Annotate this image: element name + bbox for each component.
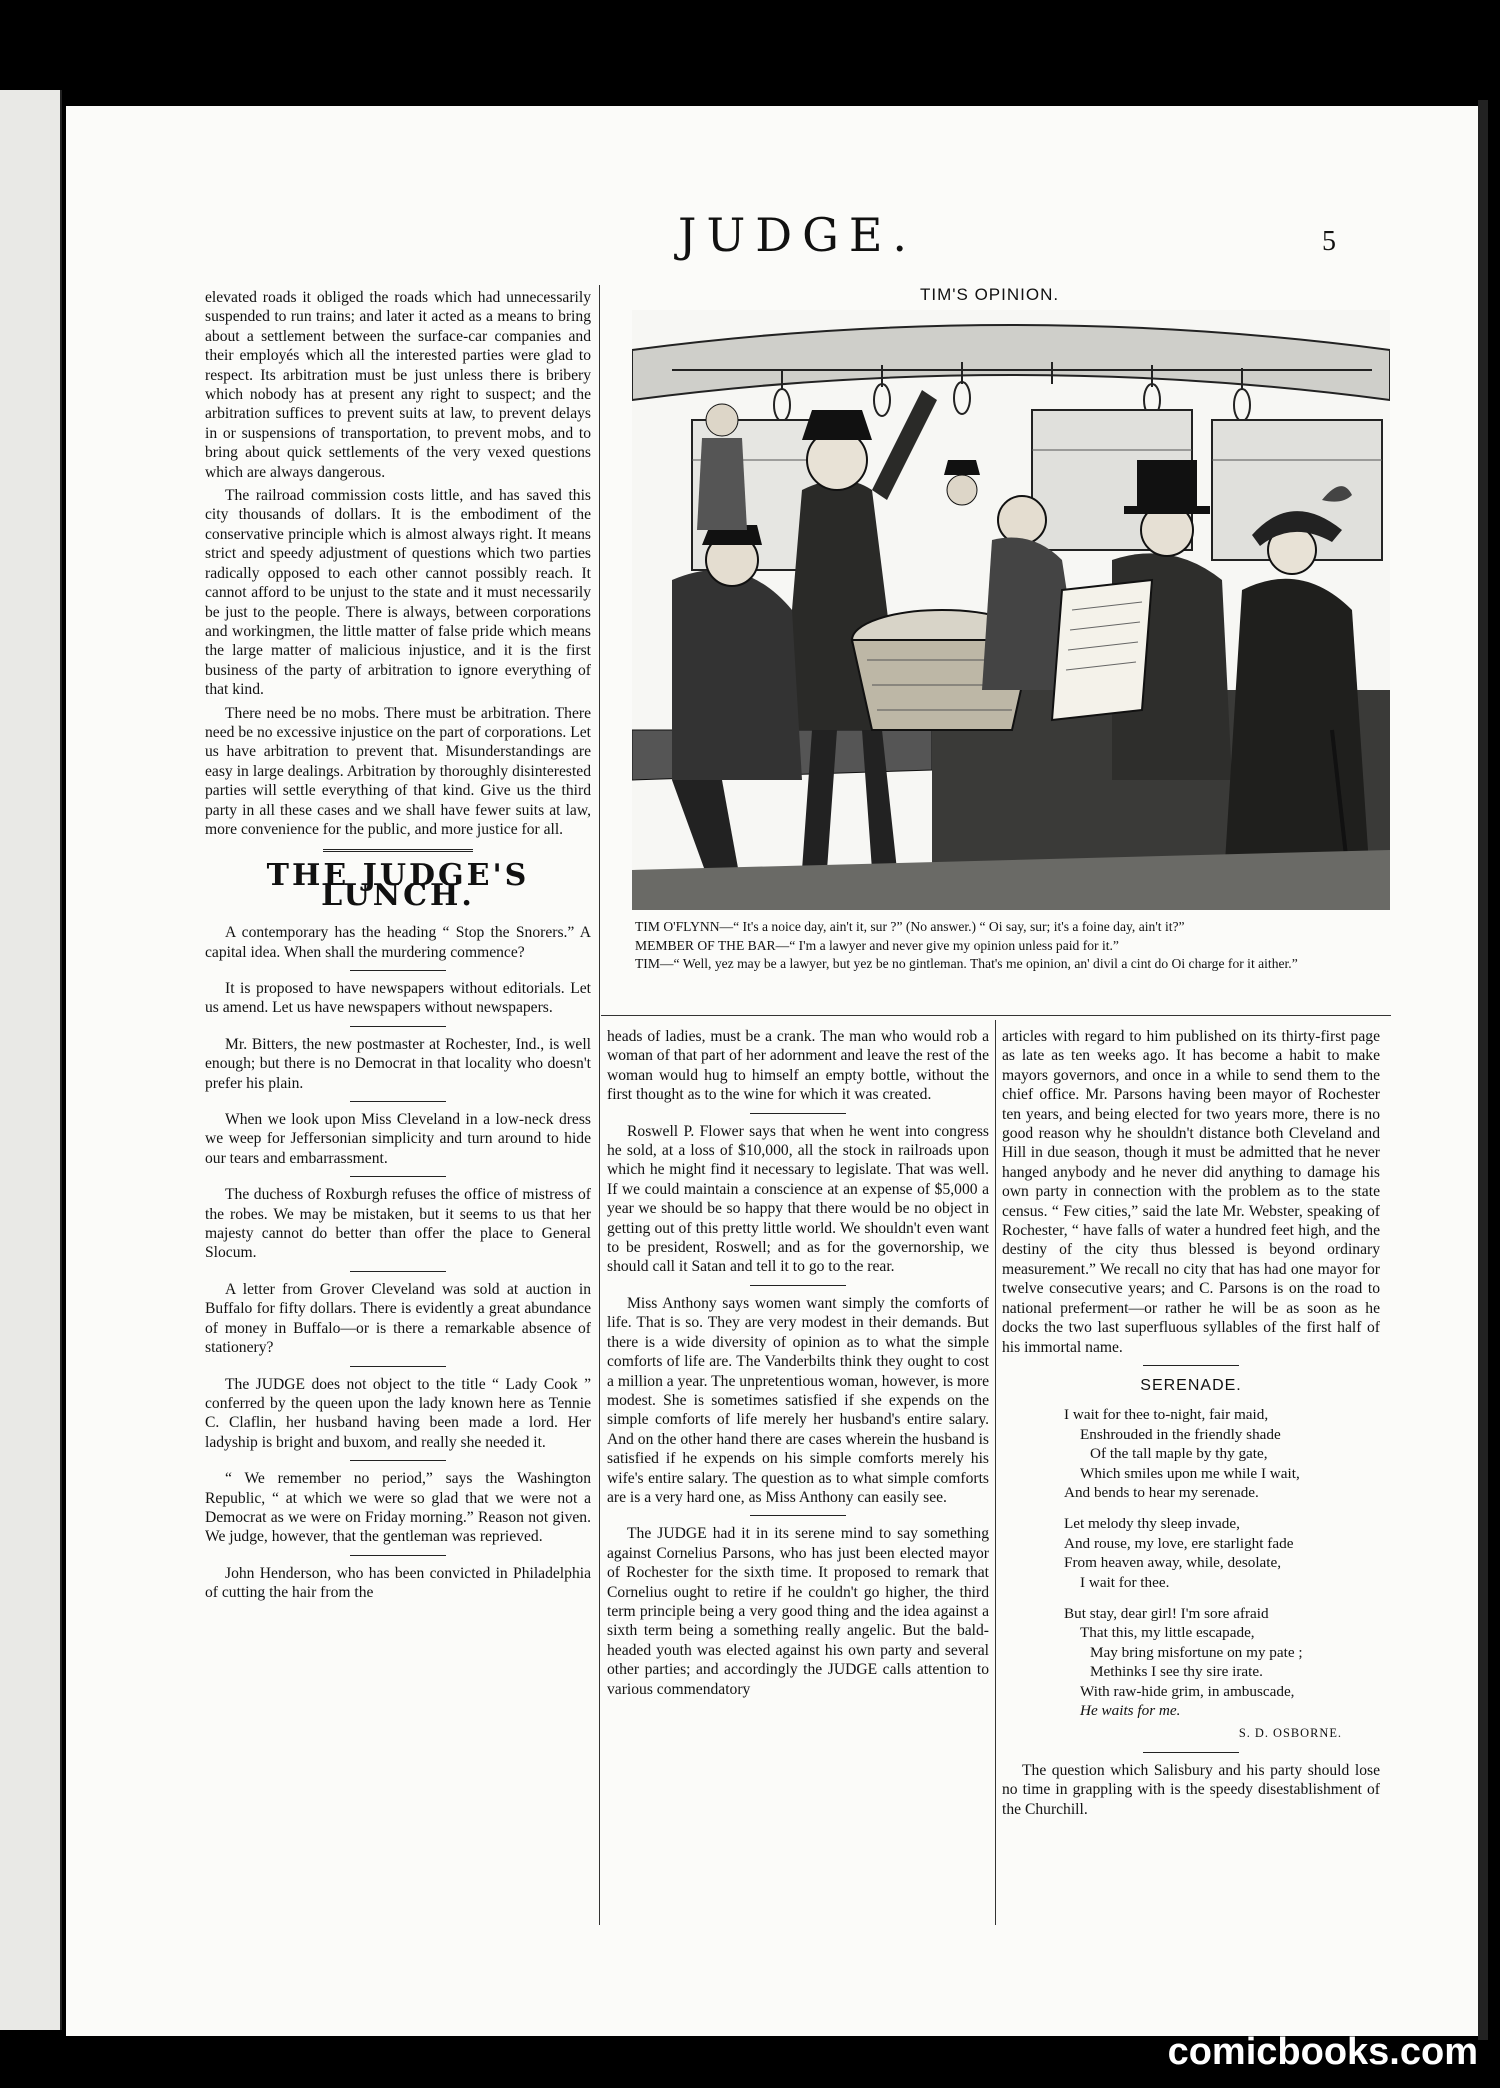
paragraph: The JUDGE had it in its serene mind to say something against Cornelius Parsons, who has just been elected mayor of Rochester for the sixth time. It proposed to remark that Cornelius ought to retire if he couldn't go higher, the third term principle being a very good thing and the idea against a sixth term being a something really angelic. But the bald-headed youth was elected against his own party and several other parties; and accordingly the JUDGE calls attention to various commendatory bbox=[607, 1525, 989, 1698]
poem-line: And rouse, my love, ere starlight fade bbox=[1064, 1534, 1294, 1552]
item-divider bbox=[350, 1271, 446, 1272]
item-divider bbox=[350, 970, 446, 971]
section-divider bbox=[323, 849, 473, 852]
lunch-item: “ We remember no period,” says the Washington Republic, “ at which we were so glad that we were not a Democrat as we were on Friday morning.” Reason not given. We judge, however, that the gentleman was reprieved. bbox=[205, 1470, 591, 1546]
column-rule bbox=[599, 285, 600, 1925]
poem-line: But stay, dear girl! I'm sore afraid bbox=[1064, 1604, 1269, 1622]
lunch-item: Mr. Bitters, the new postmaster at Rochester, Ind., is well enough; but there is no Democrat in that locality who doesn't prefer his plain. bbox=[205, 1035, 591, 1092]
poem-line: I wait for thee. bbox=[1080, 1573, 1170, 1591]
poem-line: Of the tall maple by thy gate, bbox=[1090, 1445, 1268, 1463]
section-heading: THE JUDGE'S LUNCH. bbox=[266, 858, 530, 913]
caption-line: TIM O'FLYNN—“ It's a noice day, ain't it, sur ?” (No answer.) “ Oi say, sur; it's a foine day, ain't it?” bbox=[635, 919, 1185, 934]
item-divider bbox=[350, 1176, 446, 1177]
poem-line: Which smiles upon me while I wait, bbox=[1080, 1464, 1300, 1482]
item-divider bbox=[350, 1366, 446, 1367]
poem-line: From heaven away, while, desolate, bbox=[1064, 1554, 1282, 1572]
lunch-item: It is proposed to have newspapers without editorials. Let us amend. Let us have newspapers without newspapers. bbox=[205, 980, 591, 1017]
item-divider bbox=[1143, 1752, 1239, 1753]
poem-line: And bends to hear my serenade. bbox=[1064, 1483, 1259, 1501]
lunch-item: John Henderson, who has been convicted in Philadelphia of cutting the hair from the bbox=[205, 1564, 591, 1602]
lunch-item: The JUDGE does not object to the title “ Lady Cook ” conferred by the queen upon the lady known here as Tennie C. Claflin, her husband having been made a lord. Her ladyship is bright and buxom, and really she needed it. bbox=[205, 1375, 591, 1451]
poem-line: That this, my little escapade, bbox=[1080, 1624, 1255, 1642]
poem-stanza bbox=[1064, 1514, 1380, 1592]
poem-line: Methinks I see thy sire irate. bbox=[1090, 1663, 1263, 1681]
item-divider bbox=[750, 1515, 846, 1516]
cartoon-title: TIM'S OPINION. bbox=[920, 285, 1060, 304]
item-divider bbox=[350, 1026, 446, 1027]
poem-stanza bbox=[1064, 1604, 1380, 1720]
paragraph: There need be no mobs. There must be arbitration. There need be no excessive injustice on the part of corporations. Let us have arbitration to prevent that. Misunderstandings are easy in large dealings. Arbitration by thoroughly disinterested parties will settle everything of that kind. Give us the third party in all these cases and we shall have fewer suits at law, more convenience for the public, and more justice for all. bbox=[205, 704, 591, 838]
item-divider bbox=[750, 1285, 846, 1286]
item-divider bbox=[350, 1555, 446, 1556]
poem-line: May bring misfortune on my pate ; bbox=[1090, 1643, 1303, 1661]
masthead-title: JUDGE. bbox=[678, 208, 918, 262]
poem-title: SERENADE. bbox=[1140, 1376, 1242, 1394]
poem-line: I wait for thee to-night, fair maid, bbox=[1064, 1406, 1269, 1424]
cartoon-bottom-rule bbox=[601, 1015, 1391, 1018]
poem-line: He waits for me. bbox=[1080, 1702, 1181, 1719]
cartoon-illustration bbox=[632, 310, 1390, 910]
cartoon-caption bbox=[607, 918, 1383, 974]
facing-page-edge bbox=[0, 90, 62, 2030]
lunch-item: When we look upon Miss Cleveland in a low-neck dress we weep for Jeffersonian simplicity and turn around to hide our tears and embarrassment. bbox=[205, 1111, 591, 1167]
paragraph: Miss Anthony says women want simply the comforts of life. That is so. They are very modest in their demands. But there is a wide diversity of opinion as to what the simple comforts of life are. The Vanderbilts think they ought to cost a million a year. The unpretentious woman, however, is more modest. She is sometimes satisfied if she expends on the simple comforts of life merely her husband's entire salary. And on the other hand there are cases wherein the husband is satisfied if he expends on his simple comforts merely his wife's entire salary. The question as to what simple comforts are is a very hard one, as Miss Anthony can easily see. bbox=[607, 1294, 989, 1506]
paragraph: articles with regard to him published on its thirty-first page as late as ten weeks ago. It has become a habit to make mayors governors, and once in a while to send them to the chief office. Mr. Parsons having been mayor of Rochester ten years, and being elected for two years more, there is no good reason why he shouldn't distance both Cleveland and Hill in due season, though it must be admitted that he never hanged anybody and he never did anything to damage his own party in connection with the problem as to the state census. “ Few cities,” said the late Mr. Webster, speaking of Rochester, “ have falls of water a hundred feet high, and the destiny of the city thus blessed is beyond ordinary measurement.” We recall no city that has had one mayor for twelve consecutive years; and C. Parsons is on the road to national preferment—or rather he will be as soon as he docks the two last superfluous syllables of the first half of his immortal name. bbox=[1002, 1028, 1380, 1356]
poem-signature: S. D. OSBORNE. bbox=[1238, 1726, 1342, 1741]
left-column bbox=[205, 288, 591, 1607]
paragraph: The railroad commission costs little, and has saved this city thousands of dollars. It is the embodiment of the conservative principle which is almost always right. It means strict and speedy adjustment of questions which two parties radically opposed to each other cannot possibly reach. It cannot afford to be unjust to the state and it must necessarily be just to the people. There is always, between corporations and workingmen, the little matter of false pride which means the large matter of malicious injustice, and it is the first business of the party of arbitration to ignore everything of that kind. bbox=[205, 487, 591, 699]
item-divider bbox=[350, 1101, 446, 1102]
lunch-item: The duchess of Roxburgh refuses the office of mistress of the robes. We may be mistaken, but it seems to us that her majesty cannot do better than offer the place to General Slocum. bbox=[205, 1186, 591, 1262]
item-divider bbox=[350, 1460, 446, 1461]
paragraph: elevated roads it obliged the roads which had unnecessarily suspended to run trains; and later it acted as a means to bring about a settlement between the surface-car companies and their employés which all the interested parties were glad to respect. Its arbitration must be just unless there is bribery which nobody has at present any right to suspect; and the arbitration suffices to prevent suits at law, to prevent delays in or suspensions of transportation, to prevent mobs, and to bring about quick settlements of the very vexed questions which are always dangerous. bbox=[205, 289, 591, 481]
right-column bbox=[1002, 1027, 1380, 1823]
caption-line: TIM—“ Well, yez may be a lawyer, but yez be no gintleman. That's me opinion, an' divil a cint do Oi charge for it aither.” bbox=[635, 956, 1298, 971]
poem bbox=[1064, 1405, 1380, 1720]
lunch-item: A letter from Grover Cleveland was sold at auction in Buffalo for fifty dollars. There is evidently a great abundance of money in Buffalo—or is there a remarkable absence of stationery? bbox=[205, 1280, 591, 1357]
poem-line: Enshrouded in the friendly shade bbox=[1080, 1425, 1281, 1443]
paragraph: The question which Salisbury and his party should lose no time in grappling with is the speedy disestablishment of the Churchill. bbox=[1002, 1761, 1380, 1818]
lunch-item: A contemporary has the heading “ Stop the Snorers.” A capital idea. When shall the murdering commence? bbox=[205, 924, 591, 961]
paragraph: heads of ladies, must be a crank. The man who would rob a woman of that part of her adornment and leave the rest of the woman would hug to himself an empty bottle, without the first thought as to the wine for which it was created. bbox=[607, 1028, 989, 1104]
middle-column bbox=[607, 1027, 989, 1703]
caption-line: MEMBER OF THE BAR—“ I'm a lawyer and never give my opinion unless paid for it.” bbox=[635, 937, 1119, 953]
watermark-logo: comicbooks.com bbox=[1167, 2031, 1478, 2073]
column-rule bbox=[995, 1020, 996, 1925]
paragraph: Roswell P. Flower says that when he went into congress he sold, at a loss of $10,000, all the stock in railroads upon which he might find it necessary to legislate. That was well. If we could maintain a conscience at an expense of $5,000 a year we should be so happy that there would be no object in getting out of this pretty little world. We shouldn't even want to be president, Roswell; and as for the governorship, we should call it Satan and tell it to go to the rear. bbox=[607, 1122, 989, 1276]
poem-line: Let melody thy sleep invade, bbox=[1064, 1515, 1240, 1533]
poem-stanza bbox=[1064, 1405, 1380, 1502]
item-divider bbox=[750, 1113, 846, 1114]
poem-line: With raw-hide grim, in ambuscade, bbox=[1080, 1682, 1295, 1700]
item-divider bbox=[1143, 1365, 1239, 1366]
page-edge-shadow bbox=[1478, 100, 1488, 2040]
page-number: 5 bbox=[1322, 226, 1336, 257]
